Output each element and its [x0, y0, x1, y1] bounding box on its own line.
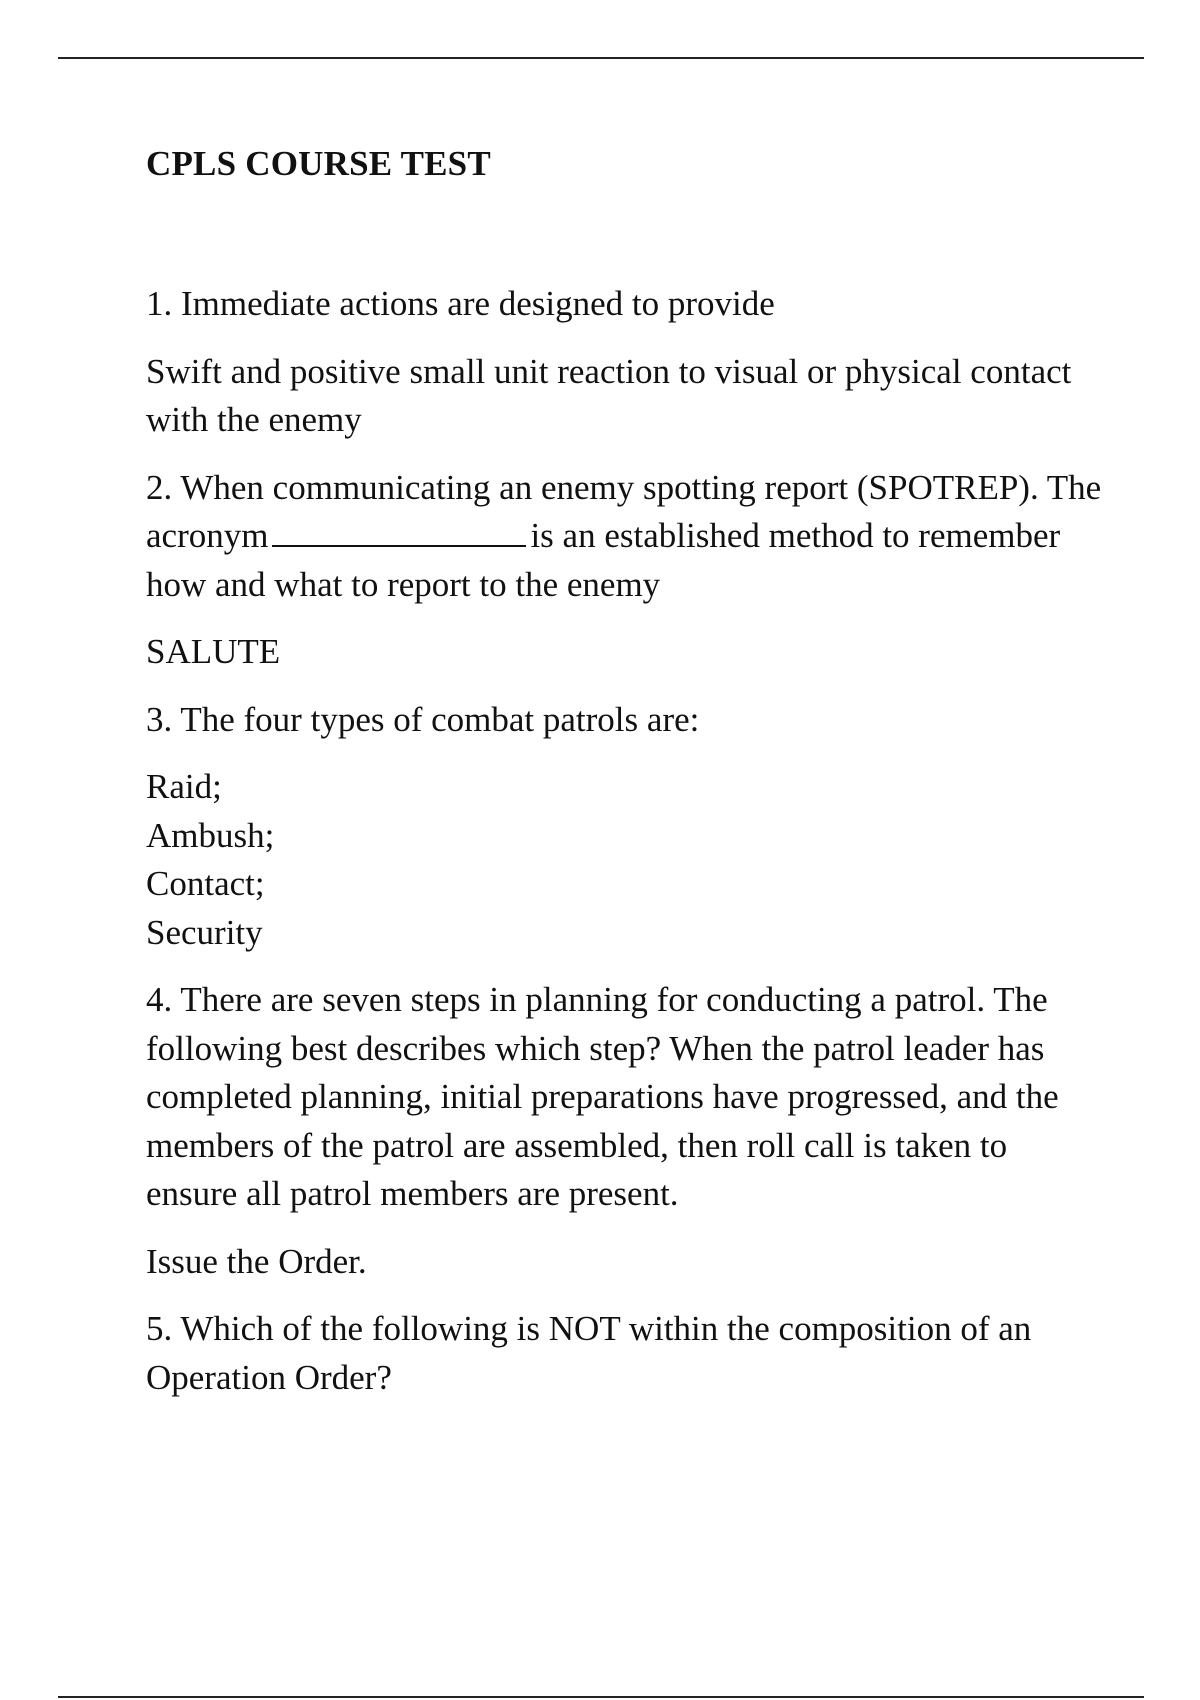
bottom-rule — [58, 1696, 1144, 1698]
question-2-part-2: is an established method to remember how and what to report to the enemy — [146, 516, 1061, 604]
list-item: Security — [146, 912, 263, 952]
question-5: 5. Which of the following is NOT within the composition of an Operation Order? — [146, 1309, 1032, 1397]
document-title: CPLS COURSE TEST — [146, 144, 491, 183]
question-3: 3. The four types of combat patrols are: — [146, 699, 700, 739]
question-1: 1. Immediate actions are designed to provide — [146, 284, 775, 323]
list-item: Contact; — [146, 864, 265, 903]
question-4: 4. There are seven steps in planning for conducting a patrol. The following best describes which step? When the patrol leader has completed planning, initial preparations have progressed, and the members of the patrol are assembled, then roll call is taken to ensure all patrol members are present. — [146, 980, 1059, 1213]
answer-1: Swift and positive small unit reaction to visual or physical contact with the enemy — [146, 351, 1072, 439]
question-2 — [146, 464, 1106, 610]
fill-in-blank — [272, 515, 526, 547]
top-rule — [58, 57, 1144, 59]
answer-2: SALUTE — [146, 632, 281, 671]
question-2-part-1: 2. When communicating an enemy spotting report (SPOTREP). The acronym — [146, 467, 1102, 555]
test-body — [146, 280, 1106, 1421]
answer-3-list — [146, 763, 1106, 957]
list-item: Ambush; — [146, 815, 275, 855]
answer-4: Issue the Order. — [146, 1241, 367, 1281]
list-item: Raid; — [146, 767, 222, 806]
